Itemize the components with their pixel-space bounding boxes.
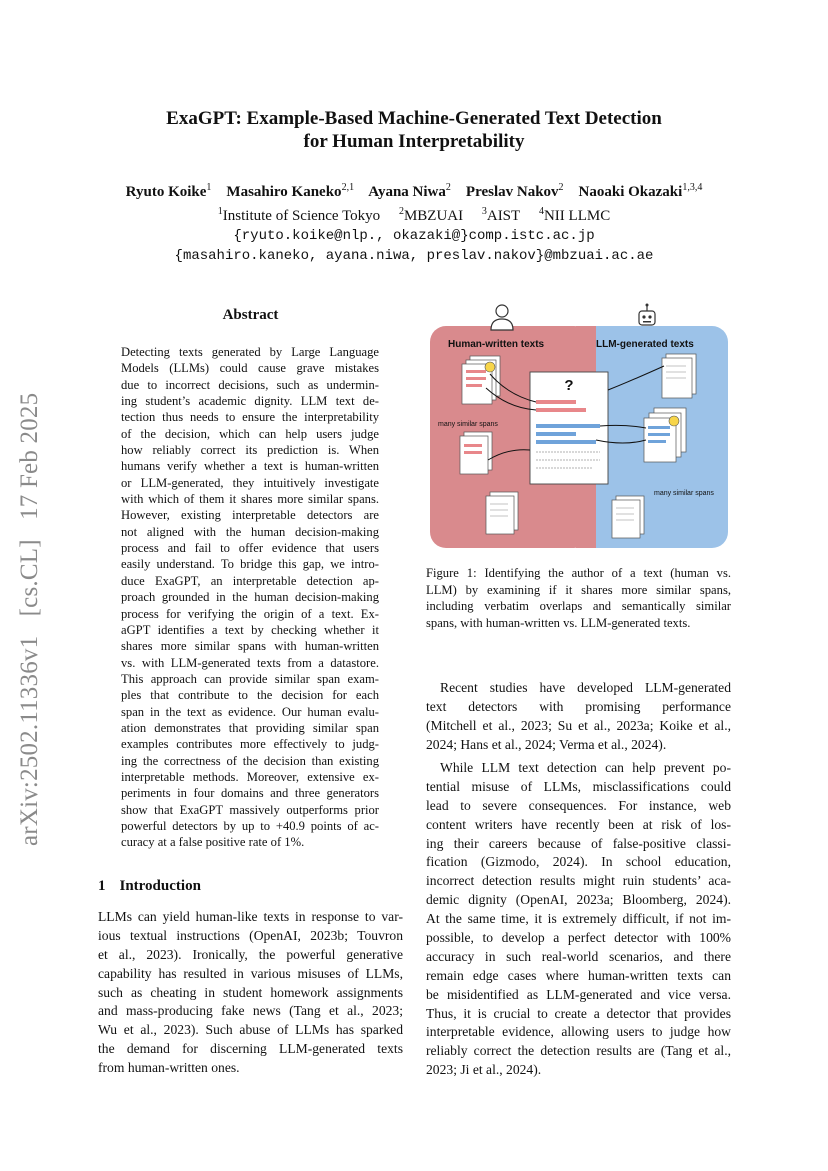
- text-line: Wu et al., 2023). Such abuse of LLMs has sparked: [98, 1022, 403, 1038]
- author: Masahiro Kaneko: [226, 184, 342, 200]
- text-line: curacy at a false positive rate of 1%.: [121, 835, 305, 850]
- text-line: Recent studies have developed LLM-generated: [440, 680, 731, 695]
- text-line: humans verify whether a text is human-written: [121, 459, 379, 474]
- text-line: fication (Gizmodo, 2024). In school education,: [426, 854, 731, 870]
- text-line: examples contributes more effectively to judg-: [121, 737, 379, 752]
- title-line-1: ExaGPT: Example-Based Machine-Generated Text Detection: [166, 108, 662, 129]
- text-line: tential misuse of LLMs, misclassifications could: [426, 778, 731, 794]
- text-line: LLMs can yield human-like texts in response to var-: [98, 909, 403, 924]
- text-line: ing the correctness of the decision than existing: [121, 753, 379, 768]
- text-line: capability has resulted in various misuses of LLMs,: [98, 965, 403, 981]
- author: Ryuto Koike: [125, 184, 207, 200]
- text-line: proach grounded in the human decision-making: [121, 590, 379, 605]
- llm-doc-stack-1: [662, 354, 696, 398]
- section-title: Introduction: [119, 878, 201, 894]
- text-line: At the same time, it is extremely difficult, if not im-: [426, 911, 731, 927]
- text-line: interpretable evidence, allowing users to judge how: [426, 1024, 731, 1040]
- llm-doc-stack-4: [612, 496, 644, 538]
- author: Naoaki Okazaki: [578, 184, 683, 200]
- text-line: due to incorrect decisions, such as undermin-: [121, 377, 379, 392]
- text-line: and mass-producing fake news (Tang et al., 2023;: [98, 1003, 403, 1019]
- text-line: span in the text as evidence. Our human evalu-: [121, 704, 379, 719]
- llm-note: many similar spans: [654, 490, 714, 497]
- author: Ayana Niwa: [368, 184, 446, 200]
- text-line: tection thus needs to ensure the interpretability: [121, 410, 379, 425]
- text-line: ples that contribute to the decision for each: [121, 688, 379, 703]
- text-line: incorrect detection results might ruin students’ aca-: [426, 873, 731, 889]
- text-line: demic dignity (OpenAI, 2023a; Bloomberg, 2024).: [426, 892, 731, 908]
- figure-1: [428, 300, 730, 550]
- text-line: aGPT identifies a text by checking whether it: [121, 622, 379, 637]
- text-line: periments in four domains and three generators: [121, 786, 379, 801]
- author-names: Ryuto Koike$^1$ Masahiro Kaneko$^{2,1}$ Ayana Niwa$^2$ Preslav Nakov$^2$ Naoaki Okazaki$^{1,3,4}$: [125, 182, 703, 200]
- text-line: ious textual instructions (OpenAI, 2023b; Touvron: [98, 927, 403, 943]
- text-line: content writers have recently been at risk of los-: [426, 816, 731, 832]
- right-column-paragraph-2: [426, 759, 731, 1080]
- text-line: 2023; Ji et al., 2024).: [426, 1062, 542, 1078]
- email-line-2: {masahiro.kaneko, ayana.niwa, preslav.nakov}@mbzuai.ac.ae: [174, 248, 654, 264]
- llm-panel-label: LLM-generated texts: [596, 339, 694, 350]
- text-line: This approach can provide similar span exam-: [121, 671, 379, 686]
- text-line: text detectors with promising performance: [426, 698, 731, 714]
- text-line: possible, to develop a perfect detector with 100%: [426, 930, 731, 946]
- text-line: vs. with LLM-generated texts from a datastore.: [121, 655, 379, 670]
- text-line: interpretable methods. Moreover, extensive ex-: [121, 769, 379, 784]
- human-icon: [491, 305, 513, 330]
- author: Preslav Nakov: [465, 184, 559, 200]
- text-line: However, existing interpretable detectors are: [121, 508, 379, 523]
- text-line: Thus, it is crucial to create a detector that provides: [426, 1005, 731, 1021]
- text-line: from human-written ones.: [98, 1060, 240, 1076]
- text-line: how reliably correct its prediction is. When: [121, 443, 379, 458]
- llm-doc-stack-2: [644, 408, 686, 462]
- lightbulb-icon: [485, 362, 495, 372]
- text-line: process and fail to offer evidence that users: [121, 541, 379, 556]
- text-line: show that ExaGPT massively outperforms prior: [121, 802, 379, 817]
- text-line: duce ExaGPT, an interpretable detection ap-: [121, 573, 379, 588]
- text-line: Figure 1: Identifying the author of a text (human vs.: [426, 566, 731, 580]
- text-line: be misidentified as LLM-generated and vice versa.: [426, 986, 731, 1002]
- title-line-2: for Human Interpretability: [303, 131, 525, 152]
- arxiv-side-label: [16, 393, 44, 846]
- affiliations: $^1$Institute of Science Tokyo $^2$MBZUAI $^3$AIST $^4$NII LLMC: [217, 206, 611, 224]
- text-line: lead to severe consequences. For instance, web: [426, 797, 731, 813]
- text-line: 2024; Hans et al., 2024; Verma et al., 2024).: [426, 736, 667, 752]
- human-panel-label: Human-written texts: [448, 339, 545, 350]
- text-line: the demand for discerning LLM-generated texts: [98, 1041, 403, 1057]
- affiliation: Institute of Science Tokyo: [222, 208, 381, 224]
- text-line: ing their careers because of false-positive classi-: [426, 835, 731, 851]
- arxiv-category: [cs.CL]: [16, 539, 43, 617]
- affiliation: NII LLMC: [543, 208, 611, 224]
- text-line: accuracy in such real-world scenarios, and there: [426, 948, 731, 964]
- text-line: (Mitchell et al., 2023; Su et al., 2023a; Koike et al.,: [426, 717, 731, 733]
- text-line: with which of them it shares more similar spans.: [121, 492, 379, 507]
- human-doc-stack-1: [462, 356, 500, 404]
- text-line: of the decision, which can help users judge: [121, 426, 379, 441]
- text-line: ation demonstrates that providing similar span: [121, 720, 379, 735]
- text-line: Models (LLMs) could cause grave mistakes: [121, 361, 379, 376]
- affiliation: MBZUAI: [403, 208, 464, 224]
- robot-icon: [639, 304, 655, 326]
- text-line: shares more similar spans with human-written: [121, 639, 379, 654]
- arxiv-date: 17 Feb 2025: [16, 392, 43, 520]
- text-line: not aligned with the human decision-making: [121, 524, 379, 539]
- lightbulb-icon: [669, 416, 679, 426]
- text-line: Detecting texts generated by Large Language: [121, 345, 379, 359]
- author-block: [0, 178, 828, 266]
- arxiv-id: arXiv:2502.11336v1: [16, 635, 43, 846]
- section-number: 1: [98, 878, 106, 894]
- query-mark: ?: [564, 377, 574, 394]
- text-line: remain edge cases where human-written texts can: [426, 967, 731, 983]
- human-doc-stack-3: [486, 492, 518, 534]
- email-line-1: {ryuto.koike@nlp., okazaki@}comp.istc.ac.jp: [233, 228, 595, 244]
- text-line: et al., 2023). Ironically, the powerful generative: [98, 946, 403, 962]
- section-heading: [98, 878, 215, 895]
- human-note: many similar spans: [438, 421, 498, 428]
- paper-title: [0, 107, 828, 153]
- text-line: LLM) by examining if it shares more similar spans,: [426, 582, 731, 597]
- text-line: such as cheating in student homework assignments: [98, 984, 403, 1000]
- affiliation: AIST: [486, 208, 521, 224]
- figure-caption: [426, 565, 731, 631]
- human-doc-stack-2: [460, 432, 492, 474]
- text-line: including verbatim overlaps and semantically similar: [426, 599, 731, 613]
- right-column-paragraph-1: [426, 679, 731, 755]
- abstract-heading: Abstract: [222, 307, 279, 323]
- text-line: While LLM text detection can help prevent po-: [440, 760, 731, 775]
- text-line: ing student’s academic dignity. LLM text de-: [121, 394, 379, 409]
- text-line: or LLM-generated, they intuitively investigate: [121, 475, 379, 490]
- left-column-body: [98, 908, 403, 1078]
- text-line: spans, with human-written vs. LLM-generated texts.: [426, 615, 691, 630]
- text-line: process for verifying the origin of a text. Ex-: [121, 606, 379, 621]
- text-line: powerful detectors by up to +40.9 points of ac-: [121, 818, 379, 833]
- text-line: reliably correct the detection results are (Tang et al.,: [426, 1043, 731, 1059]
- text-line: easily understand. To bridge this gap, we intro-: [121, 557, 379, 572]
- abstract-body: [121, 344, 379, 851]
